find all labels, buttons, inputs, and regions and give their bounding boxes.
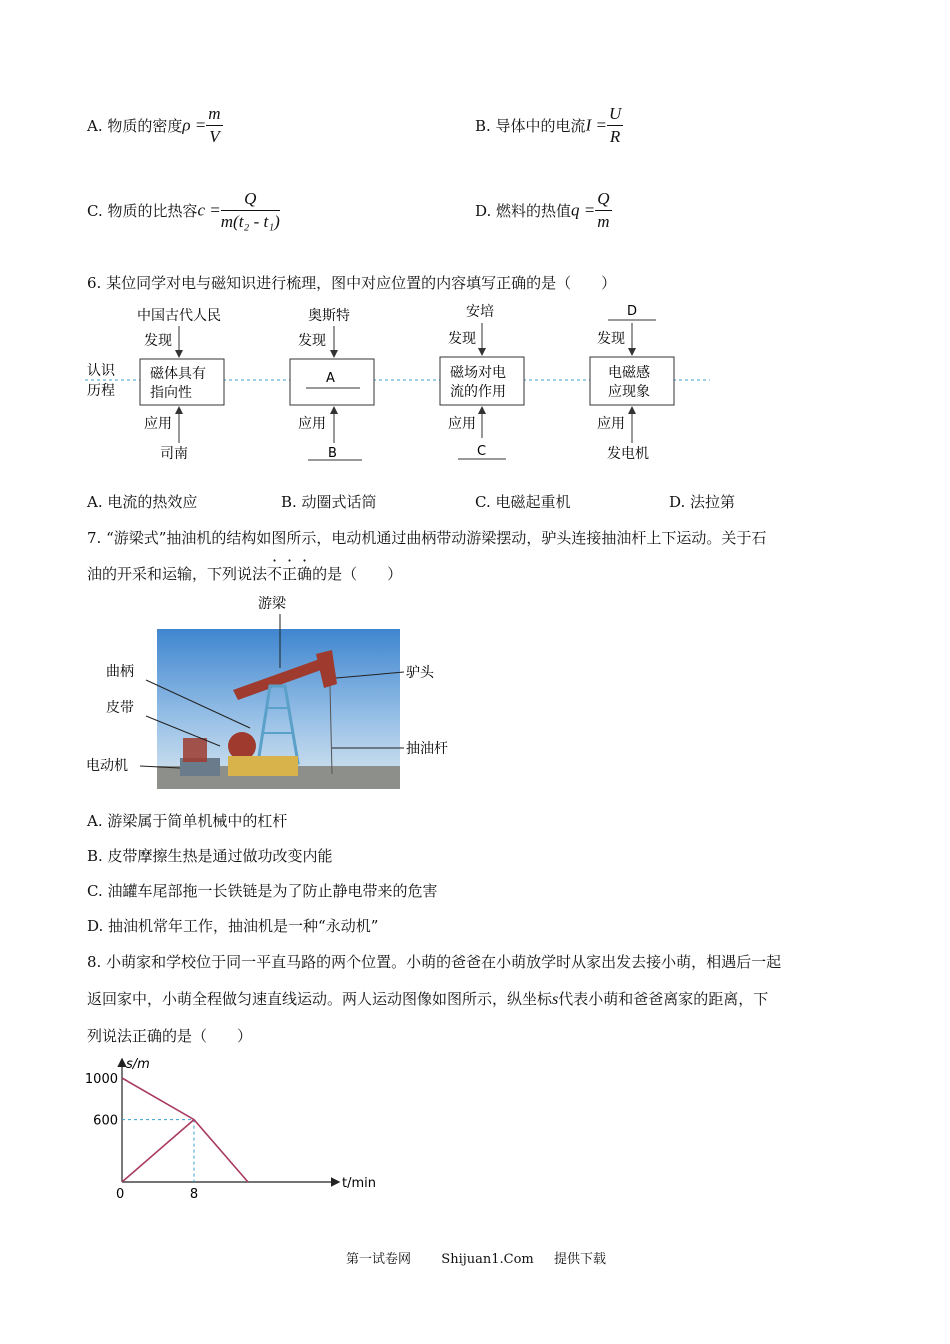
q8-y-tick-600: 600 [93,1113,118,1129]
q6-option-a: A. 电流的热效应 [87,493,198,511]
q6-row-label-1: 认识 [87,363,115,379]
q7-label-beam: 游梁 [258,596,286,612]
q6-col2-top: 奥斯特 [308,308,350,324]
q7-pump-jack-figure [80,588,480,793]
q5-option-d-fraction: $\frac{Q}{m}$ [597,189,610,231]
q5-option-a-text: A. 物质的密度 [87,117,183,135]
q7-label-horsehead: 驴头 [406,665,434,681]
q6-col2-bottom: B [328,446,337,461]
q5-option-c-text: C. 物质的比热容 [87,202,198,220]
q6-col3-bottom: C [477,444,487,459]
q6-option-d: D. 法拉第 [669,493,736,511]
q5-option-a-lhs: ρ = [182,115,207,135]
footer-site2: Shijuan1.Com [441,1252,534,1267]
q7-label-crank: 曲柄 [106,664,134,680]
q6-col1-apply: 应用 [144,416,172,432]
footer-site1: 第一试卷网 [346,1252,412,1267]
q6-col1-box-2: 指向性 [150,385,192,401]
q7-emph-2: 正 [282,565,298,583]
q8-chart [80,1050,400,1210]
q7-label-rod: 抽油杆 [406,741,448,757]
q8-y-label: s/m [126,1057,150,1072]
q7-emph-3: 确 [297,565,313,583]
q8-y-tick-1000: 1000 [84,1072,118,1087]
q7-label-belt: 皮带 [106,700,134,716]
footer-site3: 提供下载 [554,1252,607,1267]
q6-option-c: C. 电磁起重机 [475,493,571,511]
q5-option-b-fraction: $\frac{U}{R}$ [608,104,622,146]
q6-col1-top: 中国古代人民 [137,308,221,324]
q5-option-a-fraction: $\frac{m}{V}$ [208,104,221,146]
q7-stem-line1: 7. “游梁式”抽油机的结构如图所示，电动机通过曲柄带动游梁摆动，驴头连接抽油杆上下运动。关于石 [87,529,767,547]
q5-option-d [475,188,612,233]
q5-option-c [87,188,280,233]
q8-x-tick-0: 0 [116,1187,125,1202]
q5-option-b-text: B. 导体中的电流 [475,117,586,135]
q6-col1-bottom: 司南 [160,446,188,462]
q8-line1: 8. 小萌家和学校位于同一平直马路的两个位置。小萌的爸爸在小萌放学时从家出发去接小萌，相遇后一起 [87,953,782,971]
q8-x-tick-8: 8 [189,1187,199,1202]
q5-option-a [87,103,223,148]
q8-var-s: s [552,991,559,1008]
q5-option-b [475,103,623,148]
q6-col4-discover: 发现 [597,331,625,347]
q6-col4-box-1: 电磁感 [608,365,650,381]
q8-x-label: t/min [342,1176,376,1191]
q7-option-c: C. 油罐车尾部拖一长铁链是为了防止静电带来的危害 [87,882,438,900]
q7-option-d: D. 抽油机常年工作，抽油机是一种“永动机” [87,917,379,935]
q6-col4-apply: 应用 [597,416,625,432]
q6-col2-discover: 发现 [298,333,326,349]
q6-option-b: B. 动圈式话筒 [281,493,377,511]
q6-col3-box-2: 流的作用 [450,384,506,400]
q6-col4-bottom: 发电机 [607,446,649,462]
q6-col4-top: D [627,304,638,319]
q6-col2-apply: 应用 [298,416,326,432]
q6-col2-box-label: A [326,371,335,386]
q6-col3-top: 安培 [466,304,494,320]
q6-col4-box-2: 应现象 [608,384,650,400]
q6-col3-box-1: 磁场对电 [450,365,506,381]
q6-col1-box-1: 磁体具有 [150,366,206,382]
q8-series-line-1 [122,1120,194,1182]
q7-option-b: B. 皮带摩擦生热是通过做功改变内能 [87,847,333,865]
q7-stem-line2: 油的开采和运输，下列说法不正确的是（ ） [87,565,403,583]
q7-emph-1: 不 [267,565,283,583]
footer [346,1248,606,1267]
q6-stem: 6. 某位同学对电与磁知识进行梳理，图中对应位置的内容填写正确的是（ ） [87,274,617,292]
q5-option-d-text: D. 燃料的热值 [475,202,572,220]
q8-line3: 列说法正确的是（ ） [87,1027,253,1045]
q7-label-motor: 电动机 [86,758,128,774]
q7-option-a: A. 游梁属于简单机械中的杠杆 [87,812,288,830]
q8-line2: 返回家中，小萌全程做匀速直线运动。两人运动图像如图所示，纵坐标s代表小萌和爸爸离家的距离，下 [87,990,769,1008]
q6-col3-discover: 发现 [448,331,476,347]
q5-option-c-lhs: c = [197,200,221,220]
q6-col3-apply: 应用 [448,416,476,432]
q6-col1-discover: 发现 [144,333,172,349]
q5-option-c-fraction: $\frac{Q}{\text{m(t₂ - t₁)}}$ [220,189,280,231]
q5-option-b-lhs: I = [585,115,607,135]
q5-option-d-lhs: q = [571,200,596,220]
q6-row-label-2: 历程 [87,383,115,399]
q6-diagram [80,298,720,468]
